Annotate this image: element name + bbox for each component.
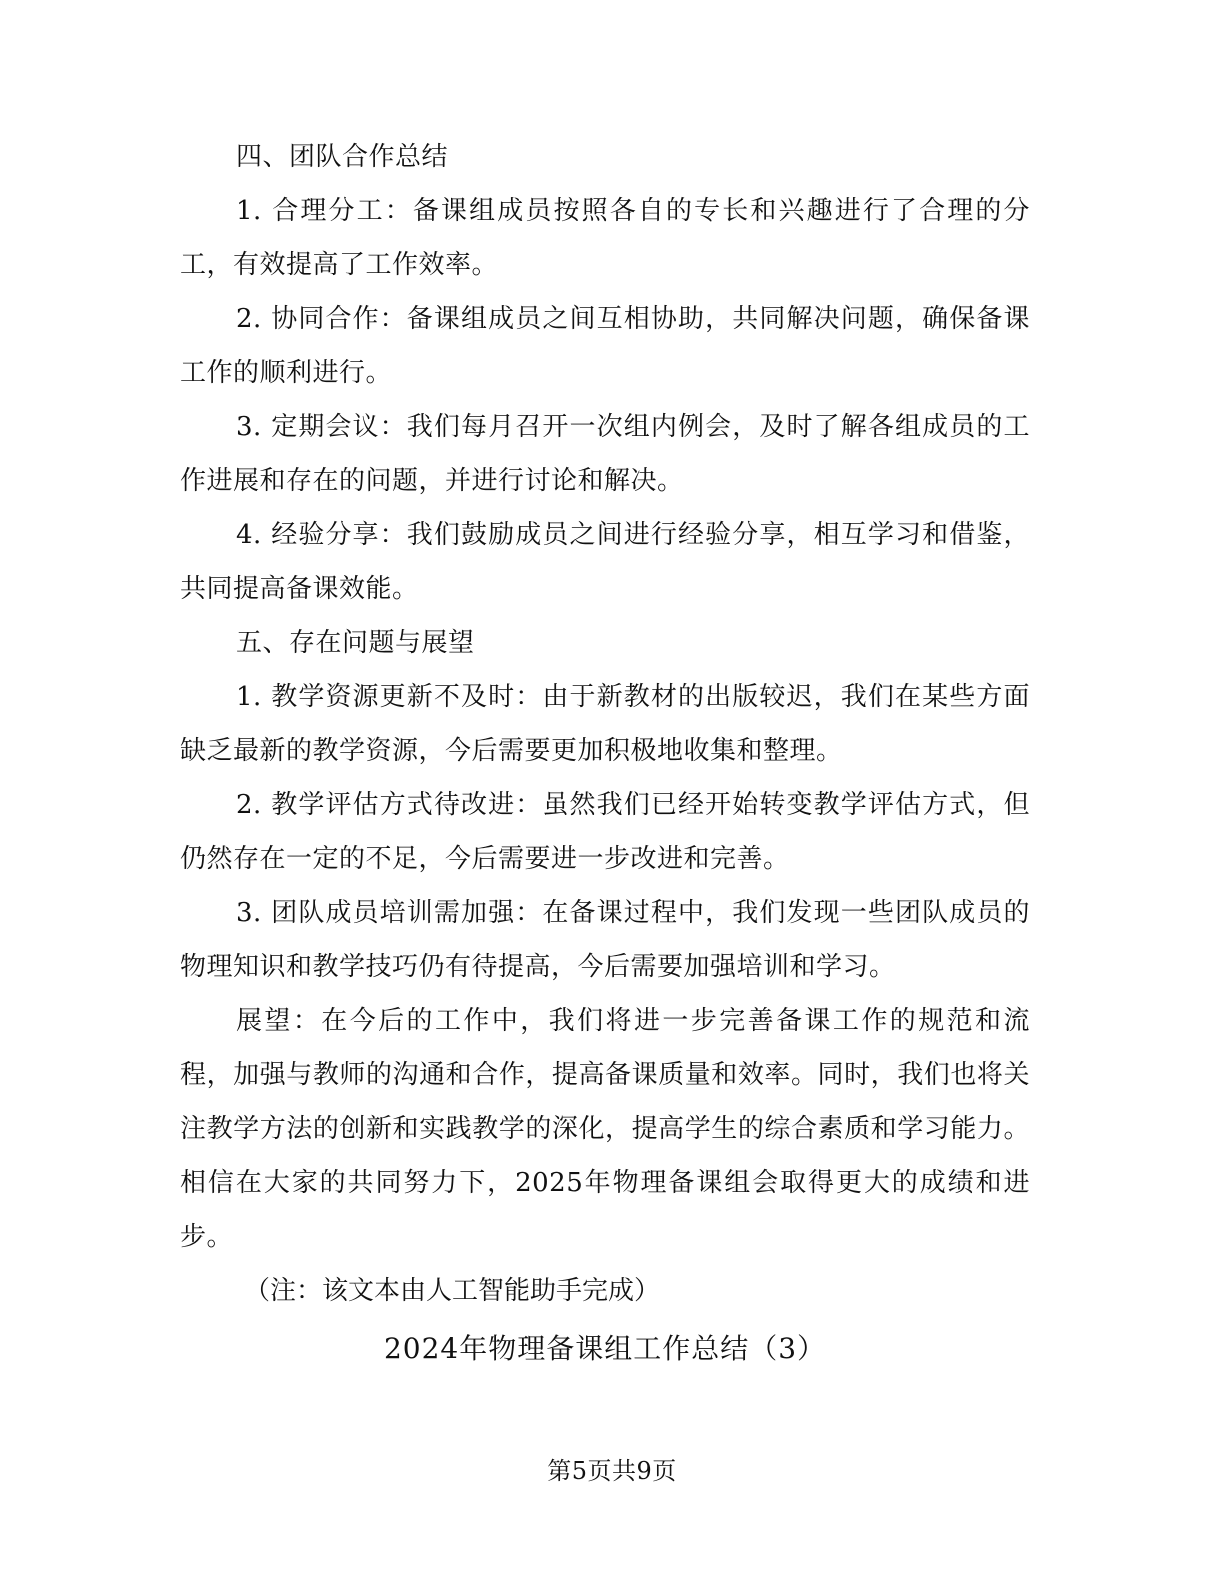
problem-item-1: 1. 教学资源更新不及时：由于新教材的出版较迟，我们在某些方面缺乏最新的教学资源，今后需要更加积极地收集和整理。 <box>180 682 1030 766</box>
teamwork-item-3: 3. 定期会议：我们每月召开一次组内例会，及时了解各组成员的工作进展和存在的问题，并进行讨论和解决。 <box>180 412 1030 496</box>
teamwork-item-4: 4. 经验分享：我们鼓励成员之间进行经验分享，相互学习和借鉴，共同提高备课效能。 <box>180 520 1030 604</box>
section-heading-teamwork: 四、团队合作总结 <box>236 142 449 172</box>
teamwork-item-2: 2. 协同合作：备课组成员之间互相协助，共同解决问题，确保备课工作的顺利进行。 <box>180 304 1030 388</box>
outlook-paragraph: 展望：在今后的工作中，我们将进一步完善备课工作的规范和流程，加强与教师的沟通和合作，提高备课质量和效率。同时，我们也将关注教学方法的创新和实践教学的深化，提高学生的综合素质和学习能力。相信在大家的共同努力下，2025年物理备课组会取得更大的成绩和进步。 <box>180 1006 1030 1252</box>
section-heading-problems: 五、存在问题与展望 <box>236 628 475 658</box>
document-body <box>180 130 1030 1376</box>
problem-item-2: 2. 教学评估方式待改进：虽然我们已经开始转变教学评估方式，但仍然存在一定的不足，今后需要进一步改进和完善。 <box>180 790 1030 874</box>
next-section-title: 2024年物理备课组工作总结（3） <box>383 1332 827 1365</box>
page-footer: 第5页共9页 <box>547 1457 677 1485</box>
teamwork-item-1: 1. 合理分工：备课组成员按照各自的专长和兴趣进行了合理的分工，有效提高了工作效率。 <box>180 196 1030 280</box>
ai-note: （注：该文本由人工智能助手完成） <box>244 1276 661 1306</box>
problem-item-3: 3. 团队成员培训需加强：在备课过程中，我们发现一些团队成员的物理知识和教学技巧仍有待提高，今后需要加强培训和学习。 <box>180 898 1030 982</box>
